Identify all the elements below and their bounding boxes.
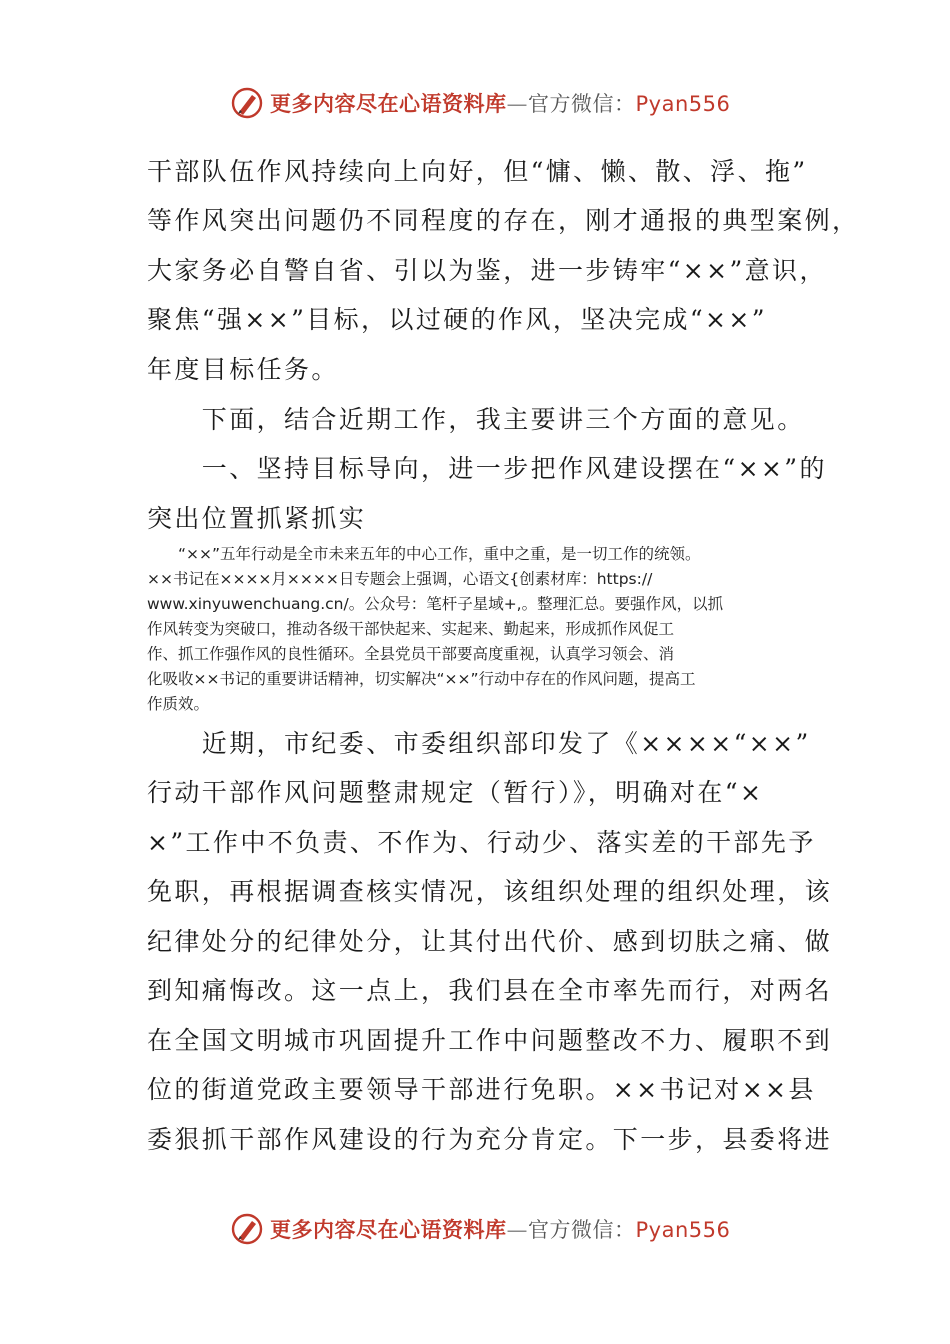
header-dash: — (506, 92, 528, 116)
section-heading-line: 突出位置抓紧抓实 (147, 504, 367, 533)
small-paragraph-line: 化吸收××书记的重要讲话精神，切实解决“××”行动中存在的作风问题，提高工 (147, 670, 696, 688)
small-paragraph-line: ××书记在××××月××××日专题会上强调，心语文{创素材库：https:// (147, 570, 653, 588)
body-line: 干部队伍作风持续向上向好，但“慵、懒、散、浮、拖” (147, 157, 808, 186)
small-paragraph-line: 作、抓工作强作风的良性循环。全县党员干部要高度重视，认真学习领会、消 (147, 645, 675, 663)
footer-dash: — (506, 1218, 528, 1242)
footer-brand: 更多内容尽在心语资料库 (270, 1218, 507, 1242)
header-wechat-id: Pyan556 (635, 92, 731, 116)
body-line: ×”工作中不负责、不作为、行动少、落实差的干部先予 (147, 828, 816, 857)
footer-watermark (230, 1209, 730, 1249)
small-paragraph-line: 作质效。 (147, 695, 210, 713)
body-line: 近期，市纪委、市委组织部印发了《××××“××” (147, 729, 811, 758)
small-paragraph-line: www.xinyuwenchuang.cn/。公众号：笔杆子星域+,。整理汇总。要强作风，以抓 (147, 595, 724, 613)
small-paragraph-line: “××”五年行动是全市未来五年的中心工作，重中之重，是一切工作的统领。 (147, 545, 701, 563)
body-line: 到知痛悔改。这一点上，我们县在全市率先而行，对两名 (147, 976, 833, 1005)
footer-wechat-id: Pyan556 (635, 1218, 731, 1242)
body-line: 大家务必自警自省、引以为鉴，进一步铸牢“××”意识， (147, 256, 827, 285)
body-line: 聚焦“强××”目标，以过硬的作风，坚决完成“××” (147, 305, 767, 334)
pen-logo-icon (230, 86, 264, 120)
body-line: 下面，结合近期工作，我主要讲三个方面的意见。 (147, 405, 805, 434)
body-line: 纪律处分的纪律处分，让其付出代价、感到切肤之痛、做 (147, 927, 833, 956)
body-line: 位的街道党政主要领导干部进行免职。××书记对××县 (147, 1075, 816, 1104)
section-heading-line: 一、坚持目标导向，进一步把作风建设摆在“××”的 (147, 454, 827, 483)
body-line: 等作风突出问题仍不同程度的存在，刚才通报的典型案例， (147, 206, 860, 235)
small-paragraph-line: 作风转变为突破口，推动各级干部快起来、实起来、勤起来，形成抓作风促工 (147, 620, 675, 638)
pen-logo-icon (230, 1212, 264, 1246)
body-line: 免职，再根据调查核实情况，该组织处理的组织处理，该 (147, 877, 833, 906)
header-wechat-label: 官方微信： (528, 92, 636, 116)
footer-wechat-label: 官方微信： (528, 1218, 636, 1242)
body-line: 委狠抓干部作风建设的行为充分肯定。下一步，县委将进 (147, 1125, 833, 1154)
body-line: 年度目标任务。 (147, 355, 339, 384)
header-brand: 更多内容尽在心语资料库 (270, 92, 507, 116)
body-line: 在全国文明城市巩固提升工作中问题整改不力、履职不到 (147, 1026, 833, 1055)
header-watermark (230, 83, 730, 123)
body-line: 行动干部作风问题整肃规定（暂行）》，明确对在“× (147, 778, 764, 807)
